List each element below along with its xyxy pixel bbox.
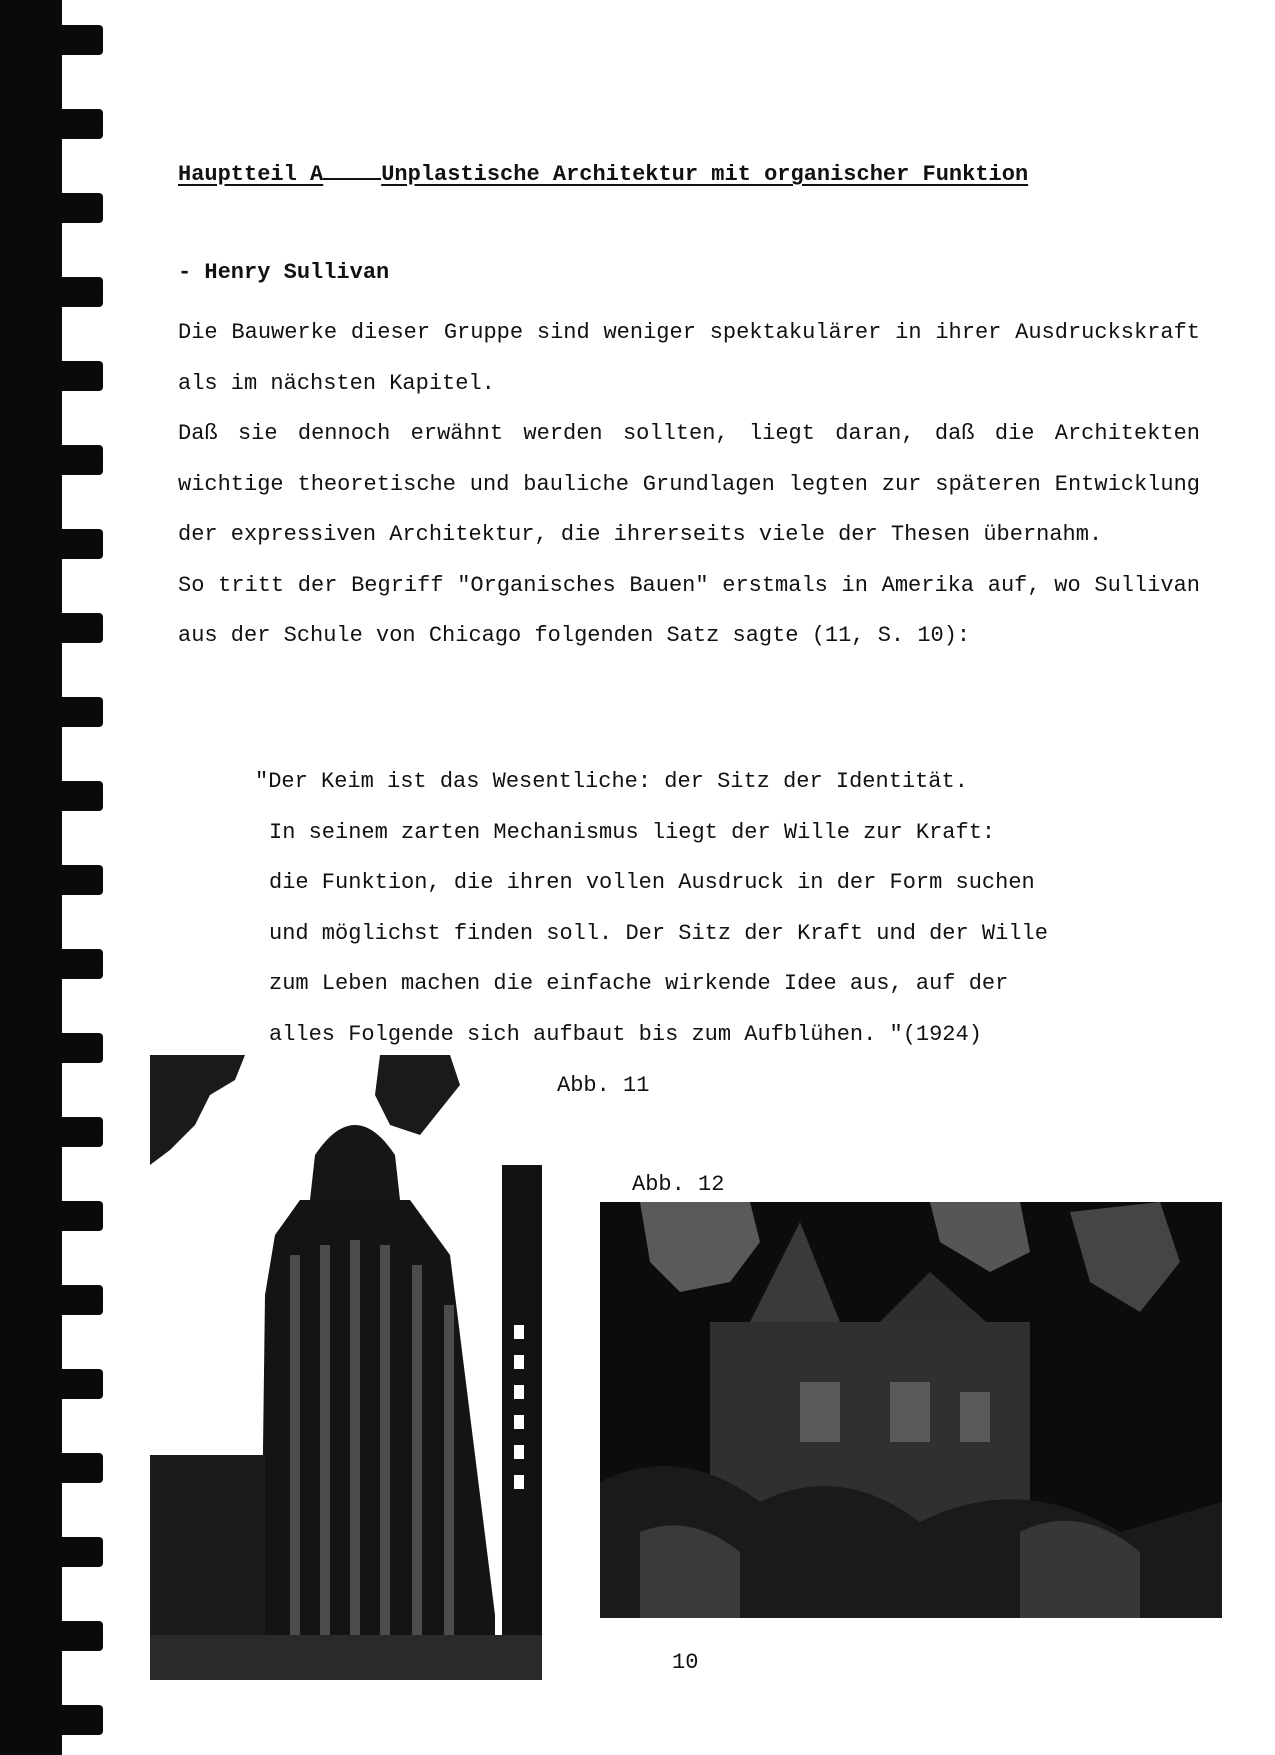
paragraph-2: Daß sie dennoch erwähnt werden sollten, liegt daran, daß die Architekten wichtige theoretische und bauliche Grundlagen legten zur späteren Entwicklung der expressiven Architektur, die ihrerseits viele der Thesen übernahm. bbox=[178, 421, 1200, 547]
binding-ring bbox=[55, 1621, 103, 1651]
paragraph-1: Die Bauwerke dieser Gruppe sind weniger spektakulärer in ihrer Ausdruckskraft als im nächsten Kapitel. bbox=[178, 320, 1200, 396]
binding-ring bbox=[55, 1285, 103, 1315]
figure-12-caption: Abb. 12 bbox=[632, 1172, 725, 1197]
binding-ring bbox=[55, 1453, 103, 1483]
binding-ring bbox=[55, 865, 103, 895]
binding-ring bbox=[55, 781, 103, 811]
sullivan-quote bbox=[255, 757, 1175, 1060]
binding-ring bbox=[55, 1537, 103, 1567]
binding-ring bbox=[55, 445, 103, 475]
body-text bbox=[178, 308, 1200, 662]
binding-ring bbox=[55, 1369, 103, 1399]
quote-line-2: In seinem zarten Mechanismus liegt der Wille zur Kraft: bbox=[269, 819, 996, 845]
binding-ring bbox=[55, 1117, 103, 1147]
binding-ring bbox=[55, 697, 103, 727]
figure-11-photo bbox=[150, 1055, 542, 1680]
subheading-henry-sullivan: - Henry Sullivan bbox=[178, 260, 390, 285]
section-heading bbox=[178, 162, 1178, 187]
binding-ring bbox=[55, 193, 103, 223]
quote-line-3: die Funktion, die ihren vollen Ausdruck in der Form suchen bbox=[269, 870, 1035, 895]
figure-11-caption: Abb. 11 bbox=[557, 1073, 650, 1098]
binding-ring bbox=[55, 949, 103, 979]
heading-part: Hauptteil A bbox=[178, 162, 324, 187]
page-number: 10 bbox=[672, 1650, 699, 1675]
paragraph-3: So tritt der Begriff "Organisches Bauen" erstmals in Amerika auf, wo Sullivan aus der Schule von Chicago folgenden Satz sagte (11, S. 10): bbox=[178, 572, 1200, 648]
quote-line-4: und möglichst finden soll. Der Sitz der Kraft und der Wille bbox=[269, 920, 1048, 946]
quote-line-1: "Der Keim ist das Wesentliche: der Sitz der Identität. bbox=[255, 769, 968, 794]
binding-ring bbox=[55, 1705, 103, 1735]
binding-ring bbox=[55, 529, 103, 559]
heading-title: Unplastische Architektur mit organischer Funktion bbox=[381, 162, 1029, 187]
binding-ring bbox=[55, 109, 103, 139]
quote-line-6: alles Folgende sich aufbaut bis zum Aufblühen. "(1924) bbox=[269, 1021, 982, 1047]
binding-ring bbox=[55, 277, 103, 307]
binding-ring bbox=[55, 613, 103, 643]
binding-ring bbox=[55, 361, 103, 391]
binding-ring bbox=[55, 1033, 103, 1063]
spiral-binding bbox=[0, 0, 105, 1755]
heading-underline-gap bbox=[323, 177, 381, 180]
quote-line-5: zum Leben machen die einfache wirkende Idee aus, auf der bbox=[269, 971, 1009, 996]
binding-ring bbox=[55, 25, 103, 55]
figure-12-photo bbox=[600, 1202, 1222, 1618]
binding-ring bbox=[55, 1201, 103, 1231]
